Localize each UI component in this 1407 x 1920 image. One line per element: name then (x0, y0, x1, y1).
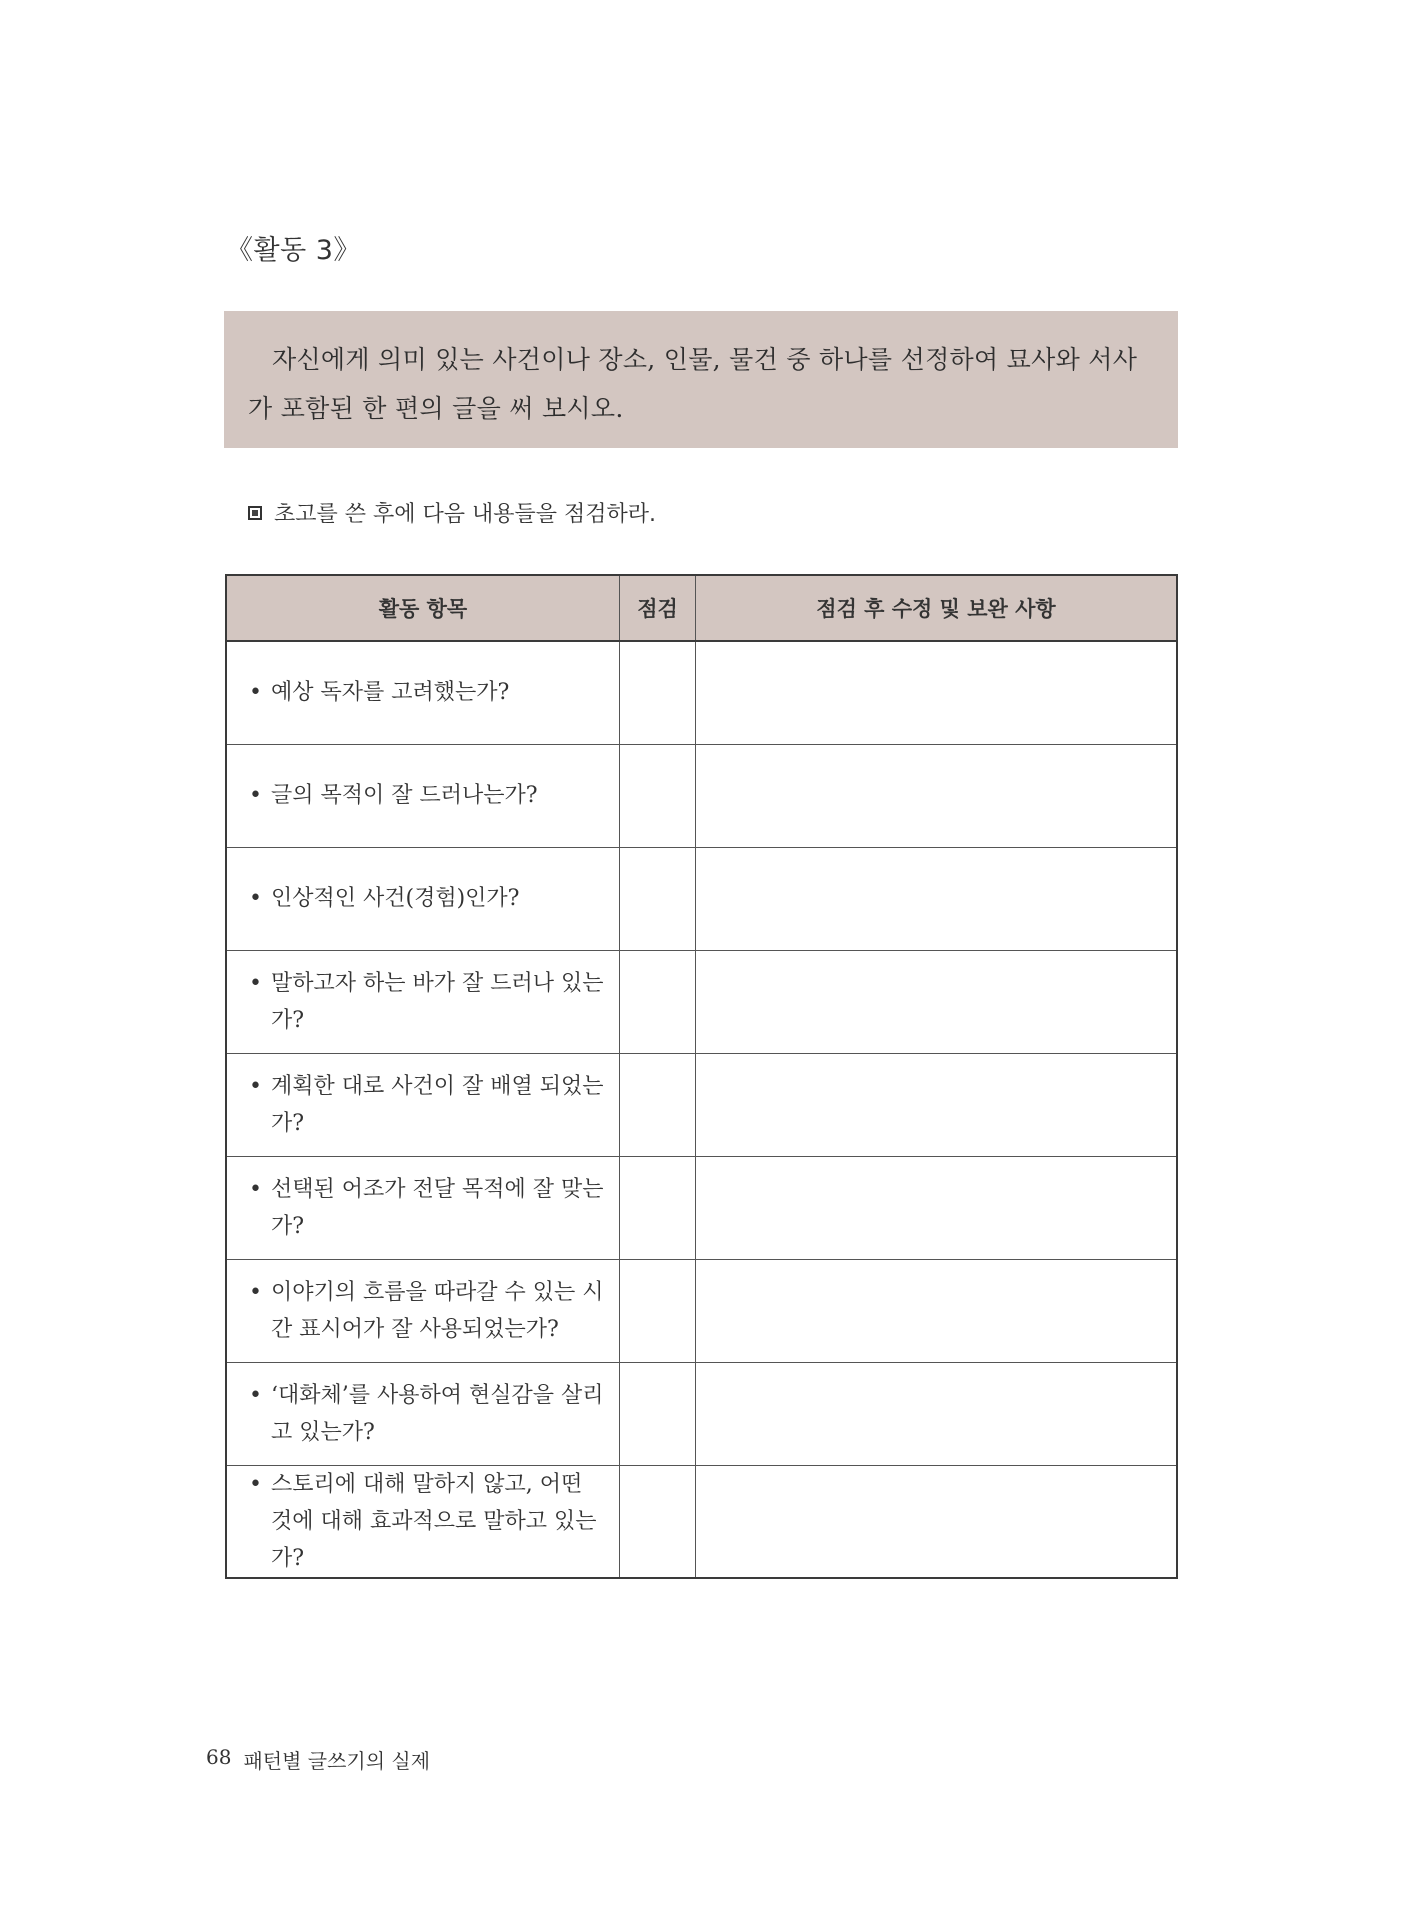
header-item: 활동 항목 (226, 575, 620, 641)
revision-cell[interactable] (696, 847, 1178, 950)
revision-cell[interactable] (696, 1053, 1178, 1156)
activity-title: 《활동 3》 (226, 235, 361, 266)
square-bullet-icon (248, 506, 262, 520)
table-row (226, 950, 1177, 1053)
revision-cell[interactable] (696, 1259, 1178, 1362)
check-cell[interactable] (620, 1465, 696, 1578)
checklist-table (225, 574, 1178, 1579)
table-row (226, 1465, 1177, 1578)
item-cell (226, 1156, 620, 1259)
check-cell[interactable] (620, 950, 696, 1053)
prompt-box (224, 311, 1178, 448)
table-header-row (226, 575, 1177, 641)
table-row (226, 1362, 1177, 1465)
revision-cell[interactable] (696, 1156, 1178, 1259)
table-row (226, 744, 1177, 847)
check-cell[interactable] (620, 744, 696, 847)
instruction-text: 초고를 쓴 후에 다음 내용들을 점검하라. (274, 502, 656, 527)
page-footer (206, 1745, 430, 1774)
item-text: 계획한 대로 사건이 잘 배열 되었는가? (271, 1073, 604, 1136)
item-text: ‘대화체’를 사용하여 현실감을 살리고 있는가? (271, 1382, 604, 1445)
table-row (226, 1259, 1177, 1362)
revision-cell[interactable] (696, 641, 1178, 744)
item-cell (226, 744, 620, 847)
item-cell (226, 950, 620, 1053)
bullet: • (249, 783, 262, 808)
table-row (226, 1053, 1177, 1156)
bullet: • (249, 1279, 262, 1305)
item-text: 글의 목적이 잘 드러나는가? (271, 783, 538, 808)
check-cell[interactable] (620, 1053, 696, 1156)
item-text: 스토리에 대해 말하지 않고, 어떤 것에 대해 효과적으로 말하고 있는가? (271, 1471, 597, 1571)
item-text: 말하고자 하는 바가 잘 드러나 있는가? (271, 970, 604, 1033)
bullet: • (249, 1073, 262, 1099)
revision-cell[interactable] (696, 950, 1178, 1053)
item-cell (226, 1259, 620, 1362)
check-cell[interactable] (620, 641, 696, 744)
item-cell (226, 1465, 620, 1578)
instruction (248, 497, 656, 528)
page-number: 68 (206, 1745, 232, 1769)
item-cell (226, 1053, 620, 1156)
item-text: 예상 독자를 고려했는가? (271, 680, 510, 706)
bullet: • (249, 1471, 262, 1497)
table-row (226, 641, 1177, 744)
bullet: • (249, 1176, 262, 1202)
revision-cell[interactable] (696, 1362, 1178, 1465)
check-cell[interactable] (620, 847, 696, 950)
item-cell (226, 1362, 620, 1465)
item-cell (226, 847, 620, 950)
table-row (226, 847, 1177, 950)
prompt-text: 자신에게 의미 있는 사건이나 장소, 인물, 물건 중 하나를 선정하여 묘사와 서사가 포함된 한 편의 글을 써 보시오. (248, 345, 1138, 423)
revision-cell[interactable] (696, 1465, 1178, 1578)
check-cell[interactable] (620, 1259, 696, 1362)
bullet: • (249, 886, 262, 911)
book-title: 패턴별 글쓰기의 실제 (243, 1749, 431, 1773)
revision-cell[interactable] (696, 744, 1178, 847)
header-revision: 점검 후 수정 및 보완 사항 (696, 575, 1178, 641)
check-cell[interactable] (620, 1156, 696, 1259)
item-cell (226, 641, 620, 744)
bullet: • (249, 970, 262, 996)
header-check: 점검 (620, 575, 696, 641)
table-row (226, 1156, 1177, 1259)
item-text: 인상적인 사건(경험)인가? (271, 886, 520, 911)
bullet: • (249, 680, 262, 706)
bullet: • (249, 1382, 262, 1408)
item-text: 이야기의 흐름을 따라갈 수 있는 시간 표시어가 잘 사용되었는가? (271, 1279, 604, 1342)
item-text: 선택된 어조가 전달 목적에 잘 맞는가? (271, 1176, 604, 1239)
check-cell[interactable] (620, 1362, 696, 1465)
